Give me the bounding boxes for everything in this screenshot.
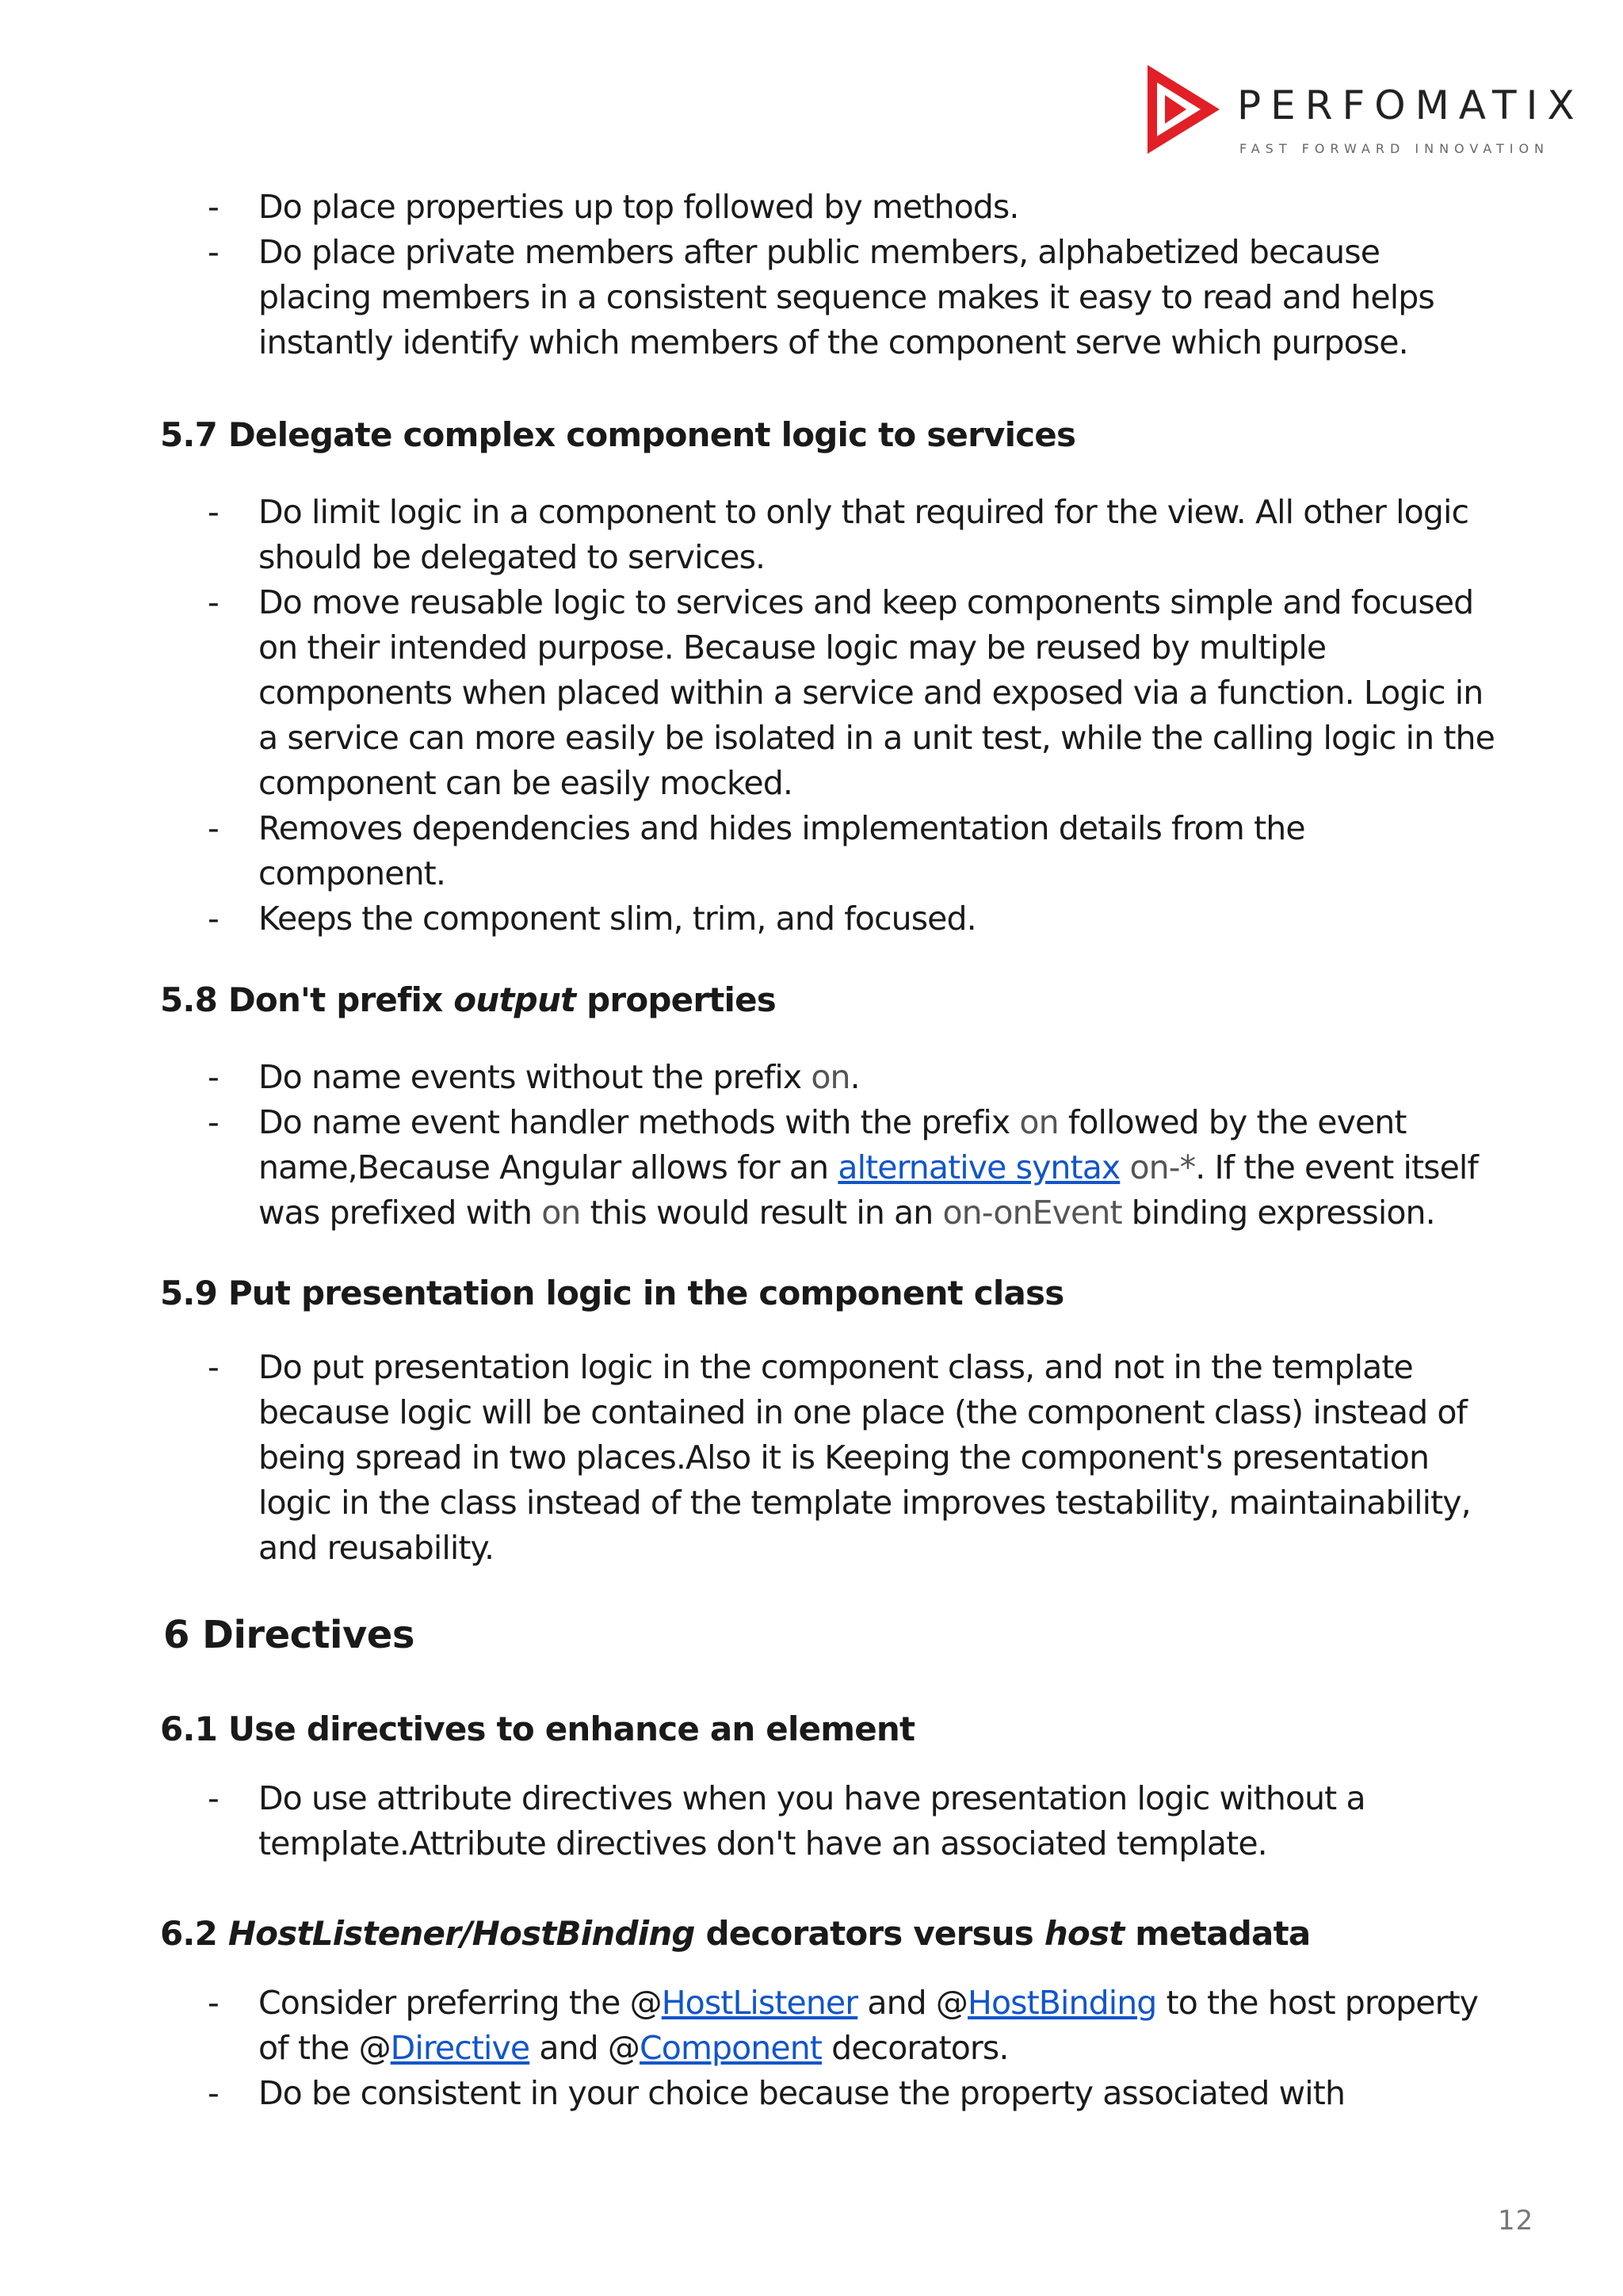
bullet-dash: - [208,1058,220,1096]
component-link[interactable]: Component [640,2029,822,2067]
text-run: . [850,1058,860,1096]
bullet-text: Do place properties up top followed by methods. [258,188,1019,226]
bullet-text: Keeps the component slim, trim, and focused. [258,900,976,938]
text-run: Do name events without the prefix [258,1058,812,1096]
heading-emphasis: HostListener/HostBinding [227,1914,695,1953]
section-heading-5-8 [160,977,776,1022]
bullet-text [258,1055,1495,1100]
bullet-text: Do limit logic in a component to only that required for the view. All other logic should be delegated to services. [258,493,1469,576]
section-heading-5-7: 5.7 Delegate complex component logic to services [160,415,1076,454]
page-number: 12 [1498,2205,1534,2237]
bullet-text: Removes dependencies and hides implementation details from the component. [258,809,1305,892]
perfomatix-logo-icon [1144,63,1223,159]
inline-code: on [1019,1103,1059,1141]
heading-emphasis: output [453,980,576,1019]
directive-link[interactable]: Directive [390,2029,530,2067]
text-run: decorators. [821,2029,1009,2067]
text-run: to the host property of the @ [258,1984,1479,2067]
section-heading-5-9: 5.9 Put presentation logic in the component class [160,1274,1064,1312]
section-heading-6-2 [160,1911,1310,1956]
bullet-text: Do use attribute directives when you have presentation logic without a template.Attribute directives don't have an associated template. [258,1779,1365,1862]
heading-part: properties [575,980,777,1019]
bullet-dash: - [208,1779,220,1817]
inline-code: on-* [1129,1148,1196,1186]
text-run: followed by the event name,Because Angular allows for an [258,1103,1407,1186]
hostbinding-link[interactable]: HostBinding [968,1984,1157,2022]
bullet-text: Do place private members after public members, alphabetized because placing members in a consistent sequence makes it easy to read and helps instantly identify which members of the component serve which purpose. [258,233,1434,361]
bullet-text [258,1100,1495,1236]
bullet-text: Do put presentation logic in the component class, and not in the template because logic will be contained in one place (the component class) instead of being spread in two places.Also it is Keeping the component's presentation logic in the class instead of the template improves testability, maintainability, and reusability. [258,1348,1471,1567]
text-run: and @ [529,2029,640,2067]
text-run [1120,1148,1129,1186]
bullet-dash: - [208,233,220,271]
logo-name: PERFOMATIX [1237,82,1584,128]
text-run: Consider preferring the @ [258,1984,662,2022]
bullet-dash: - [208,900,220,938]
bullet-dash: - [208,809,220,847]
heading-part: 6.2 [160,1914,228,1953]
bullet-dash: - [208,188,220,226]
text-run: binding expression. [1121,1194,1435,1232]
company-logo [1144,63,1584,159]
logo-tagline: FAST FORWARD INNOVATION [1239,141,1550,156]
bullet-text: Do be consistent in your choice because the property associated with [258,2074,1346,2112]
bullet-dash: - [208,1984,220,2022]
inline-code: on-onEvent [942,1194,1122,1232]
heading-part: decorators versus [694,1914,1044,1953]
bullet-dash: - [208,583,220,621]
heading-part: 5.8 Don't prefix [160,980,454,1019]
section-heading-6: 6 Directives [163,1613,414,1657]
hostlistener-link[interactable]: HostListener [661,1984,858,2022]
bullet-dash: - [208,1103,220,1141]
section-heading-6-1: 6.1 Use directives to enhance an element [160,1710,915,1748]
text-run: this would result in an [580,1194,943,1232]
text-run: . If the event itself was prefixed with [258,1148,1478,1232]
text-run: Do name event handler methods with the prefix [258,1103,1020,1141]
bullet-text: Do move reusable logic to services and keep components simple and focused on their intended purpose. Because logic may be reused by multiple components when placed within a service and exposed via a function. Logic in a service can more easily be isolated in a unit test, while the calling logic in the component can be easily mocked. [258,583,1495,802]
text-run: and @ [857,1984,968,2022]
bullet-dash: - [208,493,220,531]
bullet-dash: - [208,2074,220,2112]
alternative-syntax-link[interactable]: alternative syntax [838,1148,1121,1186]
heading-part: metadata [1124,1914,1311,1953]
inline-code: on [811,1058,850,1096]
heading-emphasis: host [1044,1914,1125,1953]
inline-code: on [541,1194,581,1232]
bullet-dash: - [208,1348,220,1386]
bullet-text [258,1981,1495,2071]
